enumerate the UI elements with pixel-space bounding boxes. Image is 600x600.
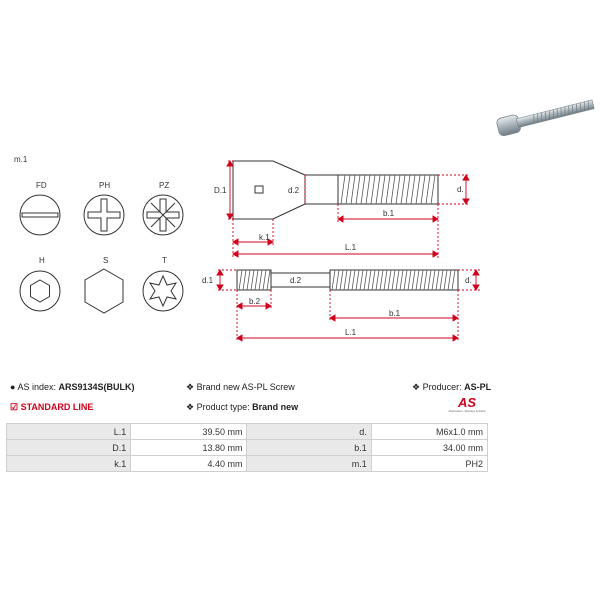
- thread-line: [360, 270, 363, 290]
- head-label-s: S: [103, 256, 109, 265]
- thread-line: [376, 270, 379, 290]
- thread-line: [404, 270, 407, 290]
- check-icon: ☑: [10, 402, 19, 412]
- brand-new-text: ❖ Brand new AS-PL Screw: [186, 382, 295, 392]
- thread-line: [380, 270, 383, 290]
- thread-line: [444, 270, 447, 290]
- label-d-bottom: d.: [465, 276, 472, 285]
- thread-line: [352, 270, 355, 290]
- thread-line: [392, 270, 395, 290]
- thread-line: [368, 270, 371, 290]
- thread-line: [428, 270, 431, 290]
- as-index: ● AS index: ARS9134S(BULK): [10, 382, 135, 392]
- thread-line: [440, 270, 443, 290]
- head-types-title: m.1: [14, 155, 28, 164]
- label-d1: d.1: [202, 276, 214, 285]
- thread-line: [348, 270, 351, 290]
- thread-line: [263, 270, 266, 290]
- thread-line: [420, 270, 423, 290]
- thread-line: [396, 270, 399, 290]
- thread-line: [344, 270, 347, 290]
- thread-line: [239, 270, 242, 290]
- standard-line: ☑ STANDARD LINE: [10, 402, 94, 412]
- thread-line: [448, 270, 451, 290]
- info-icon: ❖: [412, 382, 421, 392]
- thread-line: [436, 270, 439, 290]
- head-label-fd: FD: [36, 181, 47, 190]
- label-d2-top: d.2: [288, 186, 300, 195]
- table-row: L.1 39.50 mm d. M6x1.0 mm: [7, 424, 488, 440]
- specs-table: [6, 423, 488, 472]
- thread-line: [412, 270, 415, 290]
- head-label-pz: PZ: [159, 181, 170, 190]
- table-row: k.1 4.40 mm m.1 PH2: [7, 456, 488, 472]
- product-type: ❖ Product type: Brand new: [186, 402, 299, 412]
- label-L1-bottom: L.1: [345, 328, 357, 337]
- tag-icon: ●: [10, 382, 16, 392]
- thread-line: [267, 270, 270, 290]
- producer: ❖ Producer: AS-PL: [412, 382, 492, 392]
- thread-line: [372, 270, 375, 290]
- head-label-ph: PH: [99, 181, 111, 190]
- thread-line: [340, 270, 343, 290]
- thread-line: [356, 270, 359, 290]
- thread-line: [432, 270, 435, 290]
- thread-line: [243, 270, 246, 290]
- thread-line: [400, 270, 403, 290]
- label-d2-bottom: d.2: [290, 276, 302, 285]
- thread-line: [336, 270, 339, 290]
- thread-line: [247, 270, 250, 290]
- table-row: D.1 13.80 mm b.1 34.00 mm: [7, 440, 488, 456]
- label-D1: D.1: [214, 186, 227, 195]
- thread-line: [452, 270, 455, 290]
- label-b1-top: b.1: [383, 209, 395, 218]
- label-b2: b.2: [249, 297, 261, 306]
- label-k1: k.1: [259, 233, 270, 242]
- label-d-top: d.: [457, 185, 464, 194]
- thread-line: [364, 270, 367, 290]
- thread-line: [388, 270, 391, 290]
- label-L1-top: L.1: [345, 243, 357, 252]
- thread-line: [251, 270, 254, 290]
- info-icon: ❖: [186, 402, 195, 412]
- head-label-h: H: [39, 256, 45, 265]
- as-pl-logo: AS Alternators, Starters & Parts: [448, 395, 486, 413]
- info-icon: ❖: [186, 382, 195, 392]
- thread-line: [332, 270, 335, 290]
- thread-line: [408, 270, 411, 290]
- head-label-t: T: [162, 256, 167, 265]
- thread-line: [384, 270, 387, 290]
- thread-line: [255, 270, 258, 290]
- thread-line: [424, 270, 427, 290]
- label-b1-bottom: b.1: [389, 309, 401, 318]
- thread-line: [259, 270, 262, 290]
- thread-line: [416, 270, 419, 290]
